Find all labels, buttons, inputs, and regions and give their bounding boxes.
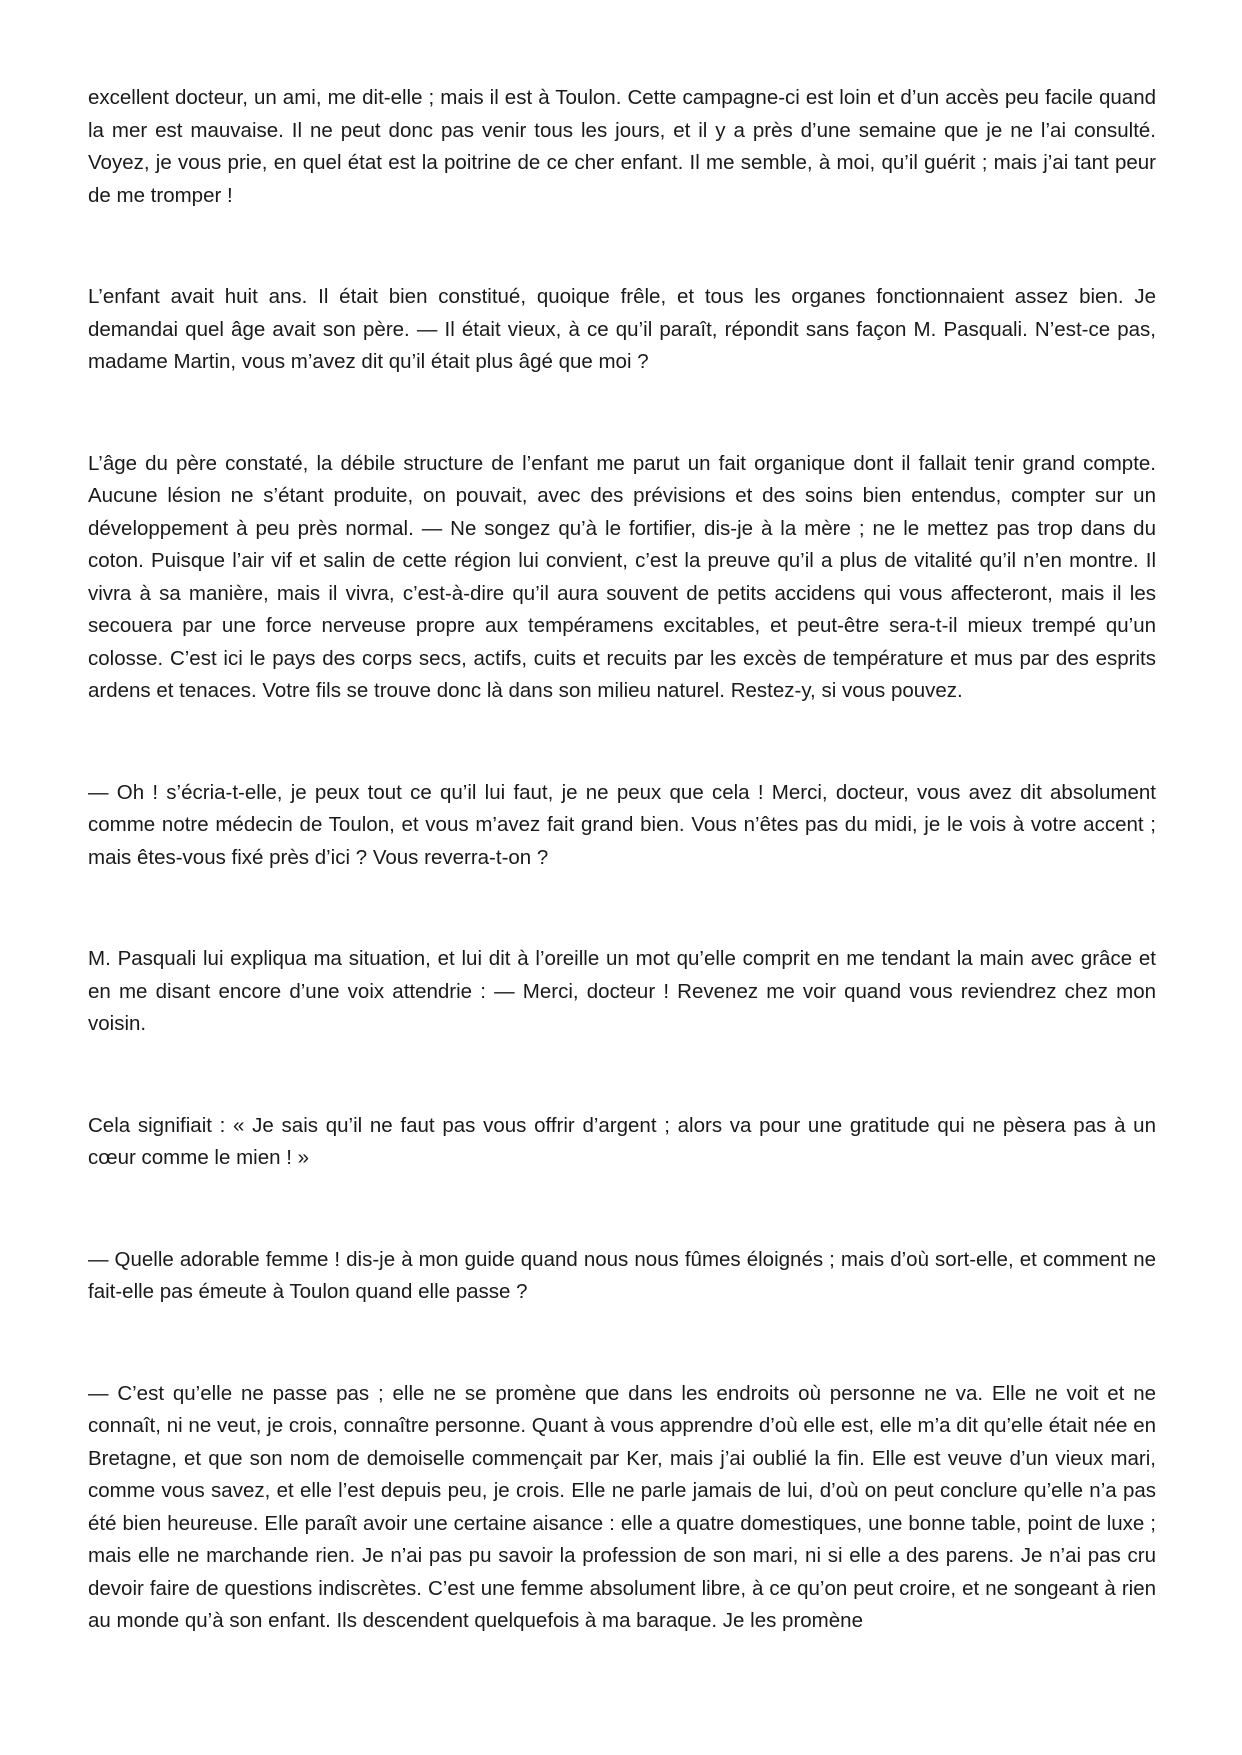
- paragraph-1: excellent docteur, un ami, me dit-elle ; mais il est à Toulon. Cette campagne-ci est loin et d’un accès peu facile quand la mer est mauvaise. Il ne peut donc pas venir tous les jours, et il y a près d’une semaine que je ne l’ai consulté. Voyez, je vous prie, en quel état est la poitrine de ce cher enfant. Il me semble, à moi, qu’il guérit ; mais j’ai tant peur de me tromper !: [88, 86, 1156, 207]
- paragraph-2: L’enfant avait huit ans. Il était bien constitué, quoique frêle, et tous les organes fonctionnaient assez bien. Je demandai quel âge avait son père. — Il était vieux, à ce qu’il paraît, répondit sans façon M. Pasquali. N’est-ce pas, madame Martin, vous m’avez dit qu’il était plus âgé que moi ?: [88, 285, 1156, 373]
- paragraph-3: L’âge du père constaté, la débile structure de l’enfant me parut un fait organique dont il fallait tenir grand compte. Aucune lésion ne s’étant produite, on pouvait, avec des prévisions et des soins bien entendus, compter sur un développement à peu près normal. — Ne songez qu’à le fortifier, dis-je à la mère ; ne le mettez pas trop dans du coton. Puisque l’air vif et salin de cette région lui convient, c’est la preuve qu’il a plus de vitalité qu’il n’en montre. Il vivra à sa manière, mais il vivra, c’est-à-dire qu’il aura souvent de petits accidens qui vous affecteront, mais il les secouera par une force nerveuse propre aux tempéramens excitables, et peut-être sera-t-il mieux trempé qu’un colosse. C’est ici le pays des corps secs, actifs, cuits et recuits par les excès de température et mus par des esprits ardens et tenaces. Votre fils se trouve donc là dans son milieu naturel. Restez-y, si vous pouvez.: [88, 451, 1156, 702]
- document-page: [88, 82, 1156, 1638]
- paragraph-5: M. Pasquali lui expliqua ma situation, et lui dit à l’oreille un mot qu’elle comprit en me tendant la main avec grâce et en me disant encore d’une voix attendrie : — Merci, docteur ! Revenez me voir quand vous reviendrez chez mon voisin.: [88, 947, 1156, 1035]
- paragraph-8: — C’est qu’elle ne passe pas ; elle ne se promène que dans les endroits où personne ne va. Elle ne voit et ne connaît, ni ne veut, je crois, connaître personne. Quant à vous apprendre d’où elle est, elle m’a dit qu’elle était née en Bretagne, et que son nom de demoiselle commençait par Ker, mais j’ai oublié la fin. Elle est veuve d’un vieux mari, comme vous savez, et elle l’est depuis peu, je crois. Elle ne parle jamais de lui, d’où on peut conclure qu’elle n’a pas été bien heureuse. Elle paraît avoir une certaine aisance : elle a quatre domestiques, une bonne table, point de luxe ; mais elle ne marchande rien. Je n’ai pas pu savoir la profession de son mari, ni si elle a des parens. Je n’ai pas cru devoir faire de questions indiscrètes. C’est une femme absolument libre, à ce qu’on peut croire, et ne songeant à rien au monde qu’à son enfant. Ils descendent quelquefois à ma baraque. Je les promène: [88, 1381, 1156, 1632]
- paragraph-4: — Oh ! s’écria-t-elle, je peux tout ce qu’il lui faut, je ne peux que cela ! Merci, docteur, vous avez dit absolument comme notre médecin de Toulon, et vous m’avez fait grand bien. Vous n’êtes pas du midi, je le vois à votre accent ; mais êtes-vous fixé près d’ici ? Vous reverra-t-on ?: [88, 780, 1156, 869]
- paragraph-6: Cela signifiait : « Je sais qu’il ne faut pas vous offrir d’argent ; alors va pour une gratitude qui ne pèsera pas à un cœur comme le mien ! »: [88, 1113, 1156, 1169]
- paragraph-7: — Quelle adorable femme ! dis-je à mon guide quand nous nous fûmes éloignés ; mais d’où sort-elle, et comment ne fait-elle pas émeute à Toulon quand elle passe ?: [88, 1247, 1156, 1303]
